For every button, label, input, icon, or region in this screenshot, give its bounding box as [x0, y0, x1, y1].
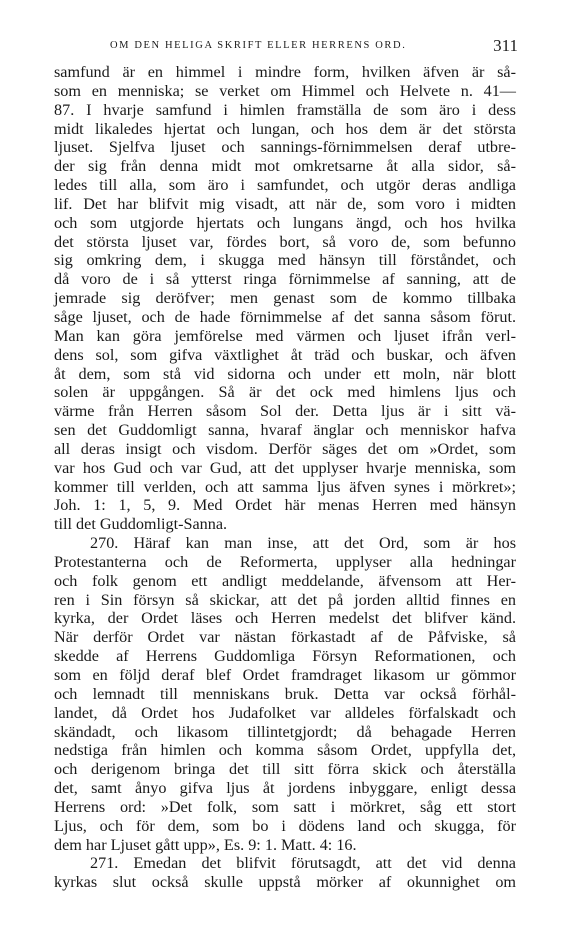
text-line: till det Guddomligt-Sanna.	[54, 515, 228, 534]
text-line: sig omkring dem, i skugga med hänsyn till förståndet, och	[54, 251, 516, 270]
running-head: OM DEN HELIGA SKRIFT ELLER HERRENS ORD.	[110, 40, 407, 51]
paragraph-270-start: 270. Häraf kan man inse, att det Ord, som är hos	[90, 534, 516, 553]
text-line: 87. I hvarje samfund i himlen framställa de som äro i dess	[54, 100, 516, 119]
text-line: sen det Guddomligt sanna, hvaraf änglar och menniskor hafva	[54, 421, 516, 440]
text-line: der sig från denna midt mot omkretsarne åt alla sidor, så-	[54, 157, 516, 176]
text-line: och som utgjorde hjertats och lungans ängd, och hos hvilka	[54, 213, 516, 232]
text-line: såge ljuset, och de hade förnimmelse af det sanna såsom förut.	[54, 307, 516, 326]
text-line: det största ljuset var, fördes bort, så voro de, som befunno	[54, 232, 516, 251]
text-line: dem har Ljuset gått upp», Es. 9: 1. Matt. 4: 16.	[54, 835, 357, 854]
text-line: Ljus, och för dem, som bo i dödens land och skugga, för	[54, 816, 516, 835]
text-line: ledes till alla, som äro i samfundet, och utgör deras andliga	[54, 176, 516, 195]
text-line: åt dem, som stå vid sidorna och under ett moln, när blott	[54, 364, 516, 383]
text-line: ljuset. Sjelfva ljuset och sannings-förnimmelsen deraf utbre-	[54, 138, 516, 157]
text-line: solen är uppgången. Så är det ock med himlens ljus och	[54, 383, 516, 402]
text-line: värme från Herren såsom Sol der. Detta ljus är i sitt vä-	[54, 402, 516, 421]
page-number: 311	[493, 36, 518, 55]
text-line: dens sol, som gifva växtlighet åt träd och buskar, och äfven	[54, 345, 516, 364]
text-line: all deras insigt och visdom. Derför säges det om »Ordet, som	[54, 439, 516, 458]
text-line: midt likaledes hjertat och lungan, och hos dem är det största	[54, 119, 516, 138]
text-line: kyrkas slut också skulle uppstå mörker af okunnighet om	[54, 873, 516, 892]
text-line: skedde af Herrens Guddomliga Försyn Reformationen, och	[54, 647, 516, 666]
text-line: Man kan göra jemförelse med värmen och ljuset ifrån verl-	[54, 326, 516, 345]
text-line: landet, då Ordet hos Judafolket var alldeles förfalskadt och	[54, 703, 516, 722]
text-line: nedstiga från himlen och komma såsom Ordet, uppfylla det,	[54, 741, 516, 760]
text-line: Protestanterna och de Reformerta, upplyser alla hedningar	[54, 552, 516, 571]
text-line: det, samt ånyo gifva ljus åt jordens inbyggare, enligt dessa	[54, 779, 516, 798]
paragraph-271-start: 271. Emedan det blifvit förutsagdt, att det vid denna	[90, 854, 516, 873]
text-line: jemrade sig deröfver; men genast som de kommo tillbaka	[54, 289, 516, 308]
text-line: och lemnadt till menniskans bruk. Detta var också förhål-	[54, 684, 516, 703]
text-line: samfund är en himmel i mindre form, hvilken äfven är så-	[54, 63, 516, 81]
text-line: När derför Ordet var nästan förkastadt af de Påfviske, så	[54, 628, 516, 647]
text-line: då voro de i så ytterst ringa förnimmelse af sanning, att de	[54, 270, 516, 289]
text-line: ren i Sin försyn så skickar, att det på jorden alltid finnes en	[54, 590, 516, 609]
text-line: och derigenom bringa det till sitt förra skick och återställa	[54, 760, 516, 779]
text-line: Joh. 1: 1, 5, 9. Med Ordet här menas Herren med hänsyn	[54, 496, 516, 515]
body-text	[54, 63, 516, 892]
text-line: och folk genom ett andligt meddelande, äfvensom att Her-	[54, 571, 516, 590]
page-header	[56, 36, 518, 58]
text-line: som en följd deraf blef Ordet framdraget likasom ur gömmor	[54, 666, 516, 684]
text-line: som en menniska; se verket om Himmel och Helvete n. 41—	[54, 81, 516, 100]
text-line: var hos Gud och var Gud, att det upplyser hvarje menniska, som	[54, 458, 516, 477]
text-line: kyrka, der Ordet läses och Herren medelst det blifver känd.	[54, 609, 516, 628]
text-line: kommer till verlden, och att samma ljus äfven synes i mörkret»;	[54, 477, 516, 496]
text-line: skändadt, och likasom tillintetgjordt; då behagade Herren	[54, 722, 516, 741]
text-line: lif. Det har blifvit mig visadt, att när de, som voro i midten	[54, 194, 516, 213]
text-line: Herrens ord: »Det folk, som satt i mörkret, såg ett stort	[54, 797, 516, 816]
